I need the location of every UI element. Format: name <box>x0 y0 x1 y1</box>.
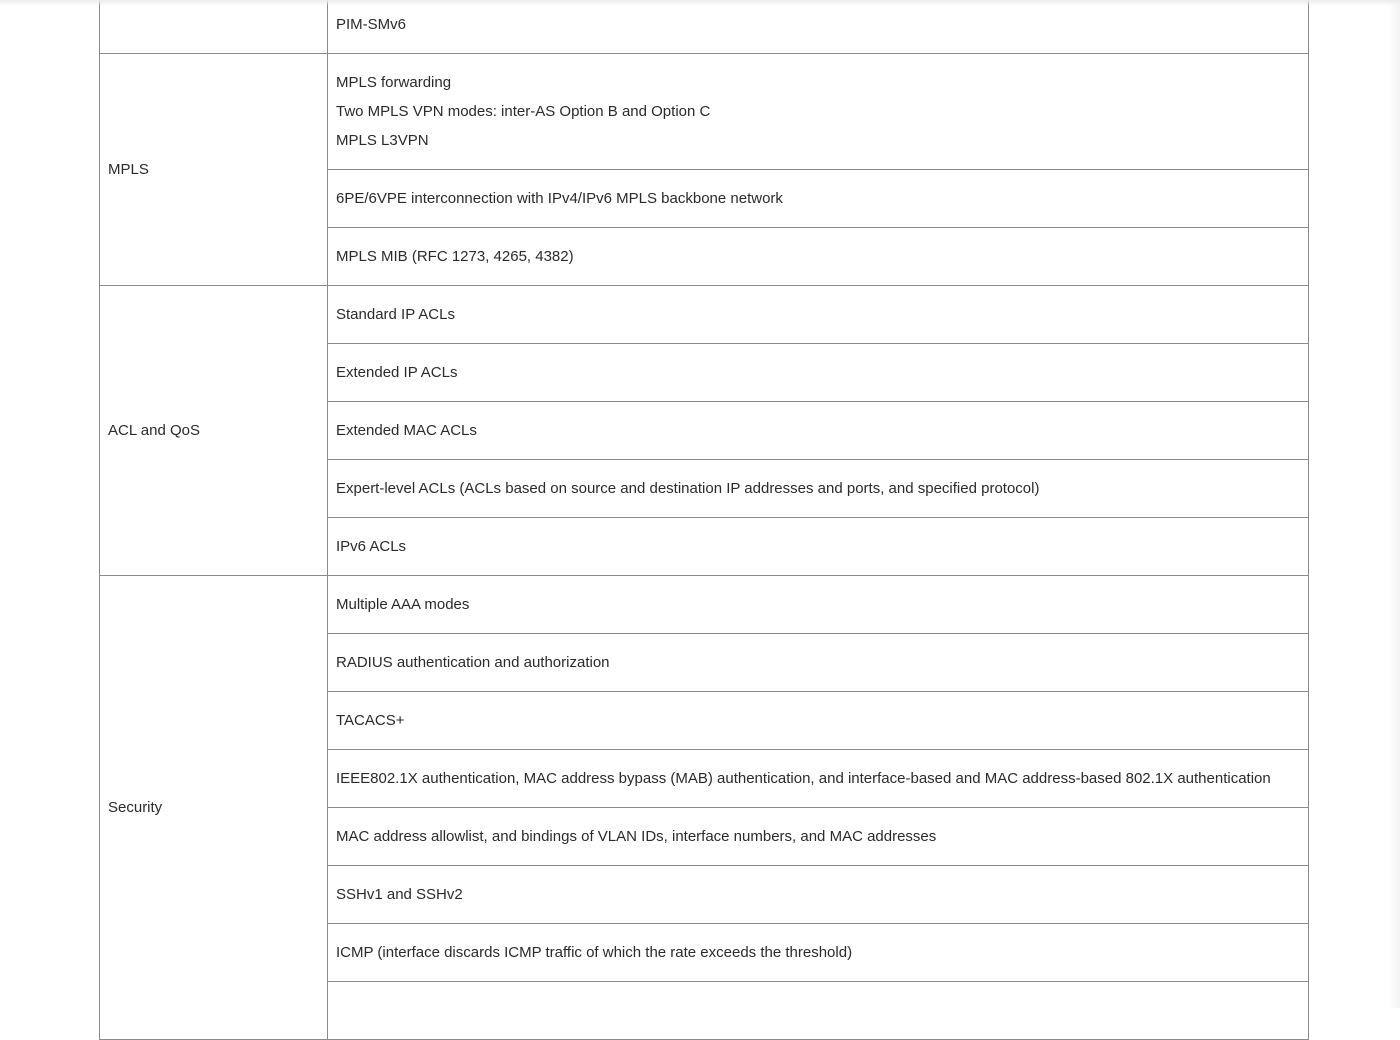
feature-text: MPLS MIB (RFC 1273, 4265, 4382) <box>336 248 574 265</box>
feature-cell <box>328 750 1309 808</box>
spec-table-body <box>100 0 1309 1040</box>
feature-text: Expert-level ACLs (ACLs based on source and destination IP addresses and ports, and specified protocol) <box>336 480 1040 497</box>
feature-cell <box>328 286 1309 344</box>
category-cell: MPLS <box>100 54 328 286</box>
table-row <box>100 286 1309 344</box>
feature-cell <box>328 344 1309 402</box>
feature-text: Extended IP ACLs <box>336 364 458 381</box>
scrollbar-track <box>1388 0 1400 1008</box>
feature-text: MPLS L3VPN <box>336 132 429 149</box>
category-cell: ACL and QoS <box>100 286 328 576</box>
feature-cell <box>328 402 1309 460</box>
feature-cell <box>328 634 1309 692</box>
feature-text: MPLS forwarding <box>336 74 452 91</box>
feature-cell <box>328 808 1309 866</box>
feature-cell <box>328 692 1309 750</box>
feature-text: TACACS+ <box>336 712 405 729</box>
feature-text: Two MPLS VPN modes: inter-AS Option B and Option C <box>336 103 711 120</box>
feature-cell <box>328 924 1309 982</box>
table-row <box>100 576 1309 634</box>
feature-text: ICMP (interface discards ICMP traffic of which the rate exceeds the threshold) <box>336 944 853 961</box>
feature-text: IEEE802.1X authentication, MAC address bypass (MAB) authentication, and interface-based and MAC address-based 802.1X authentication <box>336 770 1271 787</box>
category-cell: Security <box>100 576 328 1040</box>
feature-cell <box>328 518 1309 576</box>
feature-cell <box>328 576 1309 634</box>
feature-text: IPv6 ACLs <box>336 538 407 555</box>
feature-cell <box>328 460 1309 518</box>
feature-text: PIM-SMv6 <box>336 16 407 33</box>
feature-text: RADIUS authentication and authorization <box>336 654 610 671</box>
feature-cell <box>328 0 1309 54</box>
feature-cell <box>328 866 1309 924</box>
top-shadow <box>0 0 1400 6</box>
feature-cell <box>328 54 1309 170</box>
feature-text: 6PE/6VPE interconnection with IPv4/IPv6 MPLS backbone network <box>336 190 783 207</box>
feature-text: MAC address allowlist, and bindings of VLAN IDs, interface numbers, and MAC addresses <box>336 828 937 845</box>
table-row <box>100 54 1309 170</box>
feature-text: Multiple AAA modes <box>336 596 470 613</box>
feature-cell <box>328 170 1309 228</box>
table-row <box>100 0 1309 54</box>
feature-text <box>336 996 1300 1025</box>
feature-cell <box>328 228 1309 286</box>
feature-text: SSHv1 and SSHv2 <box>336 886 463 903</box>
category-cell <box>100 0 328 54</box>
feature-text: Extended MAC ACLs <box>336 422 477 439</box>
feature-text: Standard IP ACLs <box>336 306 455 323</box>
spec-table <box>99 0 1309 1040</box>
feature-cell <box>328 982 1309 1040</box>
